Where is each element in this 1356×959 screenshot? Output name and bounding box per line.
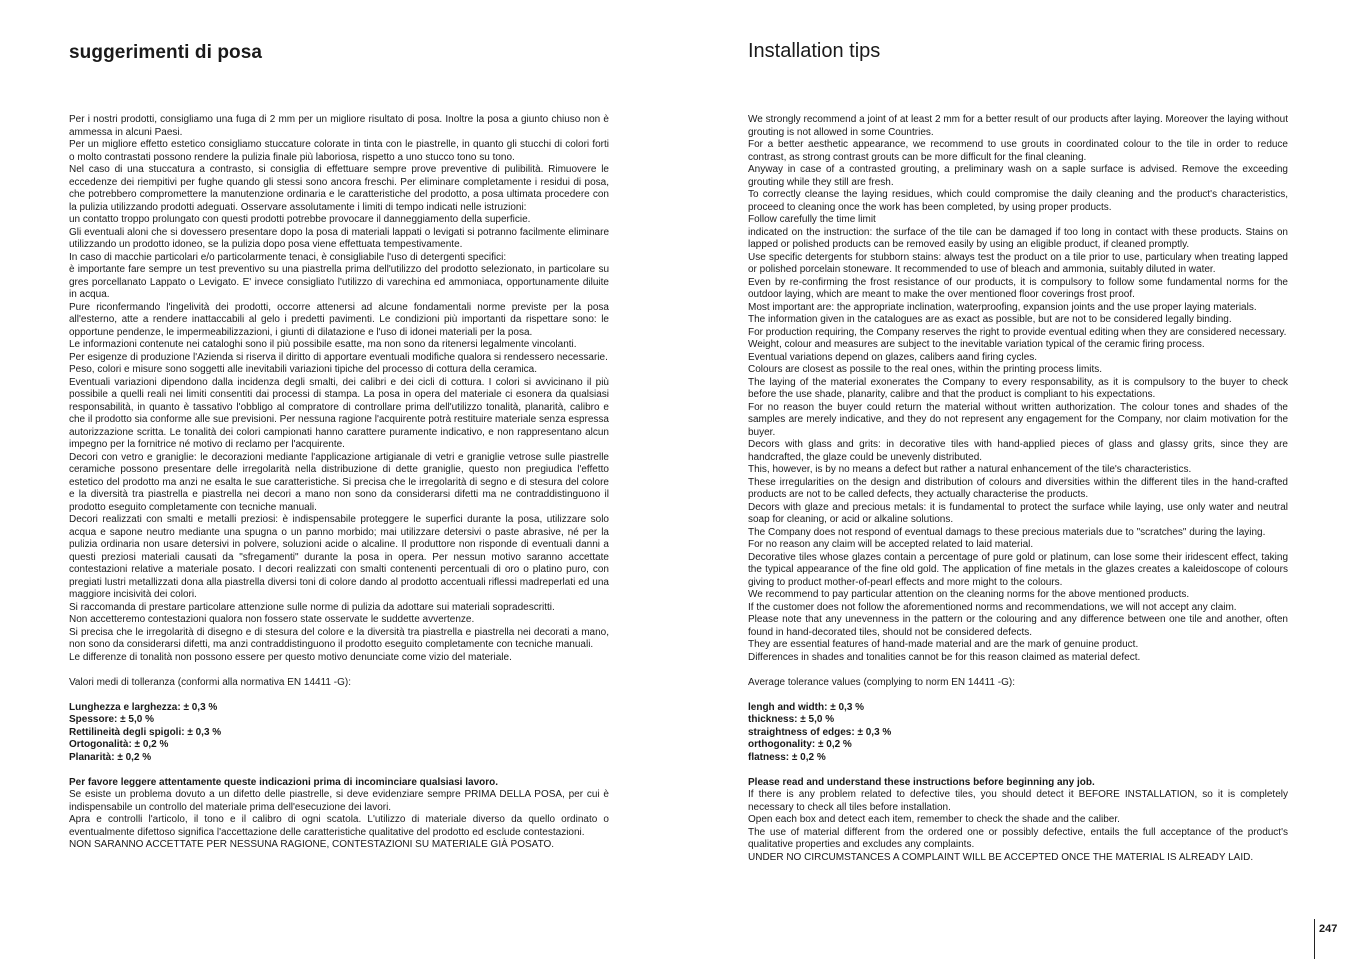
warning-title: Please read and understand these instructions before beginning any job. xyxy=(748,776,1095,788)
english-body xyxy=(748,114,1288,864)
tolerance-item: Rettilineità degli spigoli: ± 0,3 % xyxy=(69,726,222,738)
warning-line: The use of material different from the ordered one or possibly defective, entails the full acceptance of the product's qualitative properties and excludes any complaints. xyxy=(748,826,1288,850)
paragraph: Decors with glass and grits: in decorative tiles with hand-applied pieces of glass and glassy grits, since they are handcrafted, the glaze could be unevenly distributed. xyxy=(748,439,1288,463)
tolerance-intro: Average tolerance values (complying to norm EN 14411 -G): xyxy=(748,676,1015,688)
paragraph: The information given in the catalogues are as exact as possible, but are not to be considered legally binding. xyxy=(748,314,1232,325)
paragraph: These irregularities on the design and distribution of colours and diversities within the different tiles in the hand-crafted products are not to be called defects, they actually characterise the products. xyxy=(748,476,1288,500)
page-title-english: Installation tips xyxy=(748,40,881,62)
paragraph: Le informazioni contenute nei cataloghi sono il più possibile esatte, ma non sono da ritenersi legalmente vincolanti. xyxy=(69,339,577,350)
tolerance-item: Ortogonalità: ± 0,2 % xyxy=(69,739,169,750)
paragraph: For a better aesthetic appearance, we recommend to use grouts in coordinated colour to the tile in order to reduce contrast, as strong contrast grouts can be more difficult for the final cleaning. xyxy=(748,139,1288,163)
paragraph: è importante fare sempre un test preventivo su una piastrella prima dell'utilizzo del prodotto selezionato, in particolare su gres porcellanato Lappato o Levigato. E' invece consigliato l'utilizzo di varechina ed ammoniaca, opportunamente diluite in acqua. xyxy=(69,264,609,300)
paragraph: Decors with glaze and precious metals: it is fundamental to protect the surface while laying, use only water and neutral soap for cleaning, or acid or alkaline solutions. xyxy=(748,501,1288,525)
page-title-italian: suggerimenti di posa xyxy=(69,42,263,63)
tolerance-item: flatness: ± 0,2 % xyxy=(748,751,826,763)
paragraph: Per i nostri prodotti, consigliamo una fuga di 2 mm per un migliore risultato di posa. Inoltre la posa a giunto chiuso non è ammessa in alcuni Paesi. xyxy=(69,114,609,138)
paragraph: Per un migliore effetto estetico consigliamo stuccature colorate in tinta con le piastrelle, in quanto gli stucchi di colori forti o molto contrastati possono rendere la pulizia finale più laboriosa, rispetto a uno stucco tono su tono. xyxy=(69,139,609,163)
tolerance-list xyxy=(748,702,1288,765)
paragraph: Nel caso di una stuccatura a contrasto, si consiglia di effettuare sempre prove preventive di pulibilità. Rimuovere le eccedenze dei riempitivi per fughe quando gli stessi sono ancora freschi. Per eliminare completamente i residui di posa, che potrebbero compromettere la manutenzione ordinaria e le caratteristiche del prodotto, a posa ultimata procedere con la pulizia utilizzando prodotti adeguati. Osservare assolutamente i limiti di tempo indicati nelle istruzioni: xyxy=(69,164,609,213)
paragraph: Per esigenze di produzione l'Azienda si riserva il diritto di apportare eventuali modifiche qualora si rendessero necessarie. xyxy=(69,351,608,363)
paragraph: Anyway in case of a contrasted grouting, a preliminary wash on a saple surface is advised. Remove the exceeding grouting while they still are fresh. xyxy=(748,164,1288,188)
paragraph: They are essential features of hand-made material and are the mark of genuine product. xyxy=(748,639,1139,650)
page-number: 247 xyxy=(1319,923,1338,935)
paragraph: Decori con vetro e graniglie: le decorazioni mediante l'applicazione artigianale di vetri e graniglie vetrose sulle piastrelle ceramiche possono presentare delle irregolarità nella distribuzione di dette graniglie, questo non pregiudica l'effetto estetico del prodotto ma anzi ne esalta le sue caratteristiche. Si precisa che le irregolarità di segno e di stesura del colore e la diversità tra piastrella e piastrella nei decori a mano non sono da considerarsi difetti ma ne contraddistinguono il prodotto eseguito completamente con tecniche manuali. xyxy=(69,451,609,513)
english-paragraphs xyxy=(748,114,1288,664)
paragraph: Si precisa che le irregolarità di disegno e di stesura del colore e la diversità tra piastrella e piastrella nei decorati a mano, non sono da considerarsi difetti, ma anzi contraddistinguono il prodotto eseguito completamente con tecniche manuali. xyxy=(69,626,609,650)
paragraph: Eventual variations depend on glazes, calibers aand firing cycles. xyxy=(748,351,1038,363)
paragraph: The laying of the material exonerates the Company to every responsability, as it is compulsory to the buyer to check before the use shade, planarity, calibre and that the product is compliant to his expectations. xyxy=(748,376,1288,400)
warning-line: Apra e controlli l'articolo, il tono e il calibro di ogni scatola. L'utilizzo di materiale diverso da quello ordinato o eventualmente difettoso significa l'accettazione delle caratteristiche qualitative del prodotto ed esclude contestazioni. xyxy=(69,814,609,838)
paragraph: Decori realizzati con smalti e metalli preziosi: è indispensabile proteggere le superfici durante la posa, utilizzare solo acqua e sapone neutro mediante una spugna o un panno morbido; mai utilizzare detersivi o paste abrasive, né per la pulizia ordinaria non usare detersivi in polvere, soluzioni acide o alcaline. Il produttore non risponde di eventuali danni a questi preziosi materiali causati da "sfregamenti" durante la posa in opera. Per nessun motivo saranno accettate contestazioni relative a materiale posato. I decori realizzati con smalti contenenti percentuali di oro o platino puro, con pregiati lustri metallizzati dona alla piastrella diversi toni di colore dando al prodotto accentuali riflessi madreperlati ed una maggiore incisività dei colori. xyxy=(69,514,609,600)
paragraph: Most important are: the appropriate inclination, waterproofing, expansion joints and the use proper laying materials. xyxy=(748,301,1257,313)
warning-line: If there is any problem related to defective tiles, you should detect it BEFORE INSTALLATION, so it is completely necessary to check all tiles before installation. xyxy=(748,789,1288,813)
paragraph: Eventuali variazioni dipendono dalla incidenza degli smalti, dei calibri e dei cicli di cottura. I colori si avvicinano il più possibile a quelli reali nei limiti consentiti dai processi di stampa. La posa in opera del materiale ci esonera da qualsiasi responsabilità, in quanto è tassativo l'obbligo al compratore di controllare prima dell'utilizzo tonalità, planarità, calibro e che il prodotto sia conforme alle sue previsioni. Per nessuna ragione l'acquirente potrà restituire materiale senza espressa autorizzazione scritta. Le tonalità dei colori campionati hanno carattere puramente indicativo, e non rappresentano alcun impegno per la fornitrice né motivo di reclamo per l'acquirente. xyxy=(69,376,609,450)
paragraph: In caso di macchie particolari e/o particolarmente tenaci, è consigliabile l'uso di detergenti specifici: xyxy=(69,251,507,263)
paragraph: Weight, colour and measures are subject to the inevitable variation typical of the ceramic firing process. xyxy=(748,339,1205,350)
paragraph: Use specific detergents for stubborn stains: always test the product on a tile prior to use, particulary when treating lapped or polished porcelain stoneware. It recommended to use of bleach and ammonia, suitably diluted in water. xyxy=(748,251,1288,275)
warning-line: Se esiste un problema dovuto a un difetto delle piastrelle, si deve evidenziare sempre PRIMA DELLA POSA, per cui è indispensabile un controllo del materiale prima dell'esecuzione dei lavori. xyxy=(69,789,609,813)
paragraph: We recommend to pay particular attention on the cleaning norms for the above mentioned products. xyxy=(748,589,1190,600)
paragraph: The Company does not respond of eventual damags to these precious materials due to "scratches" during the laying. xyxy=(748,526,1266,538)
paragraph: Decorative tiles whose glazes contain a percentage of pure gold or platinum, can lose some their iridescent effect, taking the typical appearance of the fine old gold. The application of fine metals in the glazes creates a kaleidoscope of colours giving to product mother-of-pearl effects and more might to the colours. xyxy=(748,551,1288,588)
tolerance-item: Planarità: ± 0,2 % xyxy=(69,751,152,763)
paragraph: Pure riconfermando l'ingelività dei prodotti, occorre attenersi ad alcune fondamentali norme previste per la posa all'esterno, atte a rendere inattaccabili al gelo i predetti pavimenti. Le condizioni più importanti da rispettare sono: le opportune pendenze, le impermeabilizzazioni, i giunti di dilatazione e l'uso di idonei materiali per la posa. xyxy=(69,301,609,338)
italian-paragraphs xyxy=(69,114,609,664)
paragraph: Differences in shades and tonalities cannot be for this reason claimed as material defect. xyxy=(748,651,1141,663)
italian-body xyxy=(69,114,609,852)
tolerance-item: thickness: ± 5,0 % xyxy=(748,714,835,725)
paragraph: un contatto troppo prolungato con questi prodotti potrebbe provocare il danneggiamento della superficie. xyxy=(69,214,531,225)
warning-line: UNDER NO CIRCUMSTANCES A COMPLAINT WILL BE ACCEPTED ONCE THE MATERIAL IS ALREADY LAID. xyxy=(748,851,1254,863)
tolerance-item: Spessore: ± 5,0 % xyxy=(69,714,154,725)
warning-line: NON SARANNO ACCETTATE PER NESSUNA RAGIONE, CONTESTAZIONI SU MATERIALE GIÀ POSATO. xyxy=(69,839,555,850)
paragraph: To correctly cleanse the laying residues, which could compromise the daily cleaning and the product's characteristics, proceed to cleaning once the work has been completed, by using proper products. xyxy=(748,189,1288,213)
paragraph: Peso, colori e misure sono soggetti alle inevitabili variazioni tipiche del processo di cottura della ceramica. xyxy=(69,364,538,375)
page-number-divider xyxy=(1314,919,1315,959)
paragraph: For no reason the buyer could return the material without written authorization. The colour tones and shades of the samples are merely indicative, and they do not represent any engagement for the Company, nor claim motivation for the buyer. xyxy=(748,401,1288,438)
paragraph: indicated on the instruction: the surface of the tile can be damaged if too long in contact with these products. Stains on lapped or polished products can be removed easily by using an eligible product, if cleaned promptly. xyxy=(748,226,1288,250)
paragraph: Please note that any unevenness in the pattern or the colouring and any difference between one tile and another, often found in hand-decorated tiles, should not be considered defects. xyxy=(748,614,1288,638)
tolerance-list xyxy=(69,702,609,765)
tolerance-item: orthogonality: ± 0,2 % xyxy=(748,739,852,750)
paragraph: Si raccomanda di prestare particolare attenzione sulle norme di pulizia da adottare sui materiali sopradescritti. xyxy=(69,601,555,613)
paragraph: Follow carefully the time limit xyxy=(748,214,876,225)
paragraph: Colours are closest as possile to the real ones, within the printing process limits. xyxy=(748,364,1103,375)
tolerance-item: lengh and width: ± 0,3 % xyxy=(748,701,865,713)
paragraph: For production requiring, the Company reserves the right to provide eventual editing when they are considered necessary. xyxy=(748,326,1287,338)
warning-title: Per favore leggere attentamente queste indicazioni prima di incominciare qualsiasi lavoro. xyxy=(69,776,499,788)
paragraph: Le differenze di tonalità non possono essere per questo motivo denunciate come vizio del materiale. xyxy=(69,651,512,663)
paragraph: Gli eventuali aloni che si dovessero presentare dopo la posa di materiali lappati o levigati si potranno facilmente eliminare utilizzando un prodotto idoneo, se la pulizia dopo posa viene effettuata tempestivamente. xyxy=(69,226,609,250)
paragraph: Non accetteremo contestazioni qualora non fossero state osservate le suddette avvertenze. xyxy=(69,614,475,625)
warning-line: Open each box and detect each item, remember to check the shade and the caliber. xyxy=(748,814,1120,825)
paragraph: We strongly recommend a joint of at least 2 mm for a better result of our products after laying. Moreover the laying without grouting is not allowed in some Countries. xyxy=(748,114,1288,138)
paragraph: Even by re-confirming the frost resistance of our products, it is compulsory to follow some fundamental norms for the outdoor laying, which are meant to make the over mentioned floor coverings frost proof. xyxy=(748,276,1288,300)
paragraph: For no reason any claim will be accepted related to laid material. xyxy=(748,539,1034,550)
tolerance-item: Lunghezza e larghezza: ± 0,3 % xyxy=(69,701,218,713)
paragraph: If the customer does not follow the aforementioned norms and recommendations, we will not accept any claim. xyxy=(748,601,1237,613)
paragraph: This, however, is by no means a defect but rather a natural enhancement of the tile's characteristics. xyxy=(748,464,1192,475)
tolerance-intro: Valori medi di tolleranza (conformi alla normativa EN 14411 -G): xyxy=(69,676,351,688)
tolerance-item: straightness of edges: ± 0,3 % xyxy=(748,726,892,738)
